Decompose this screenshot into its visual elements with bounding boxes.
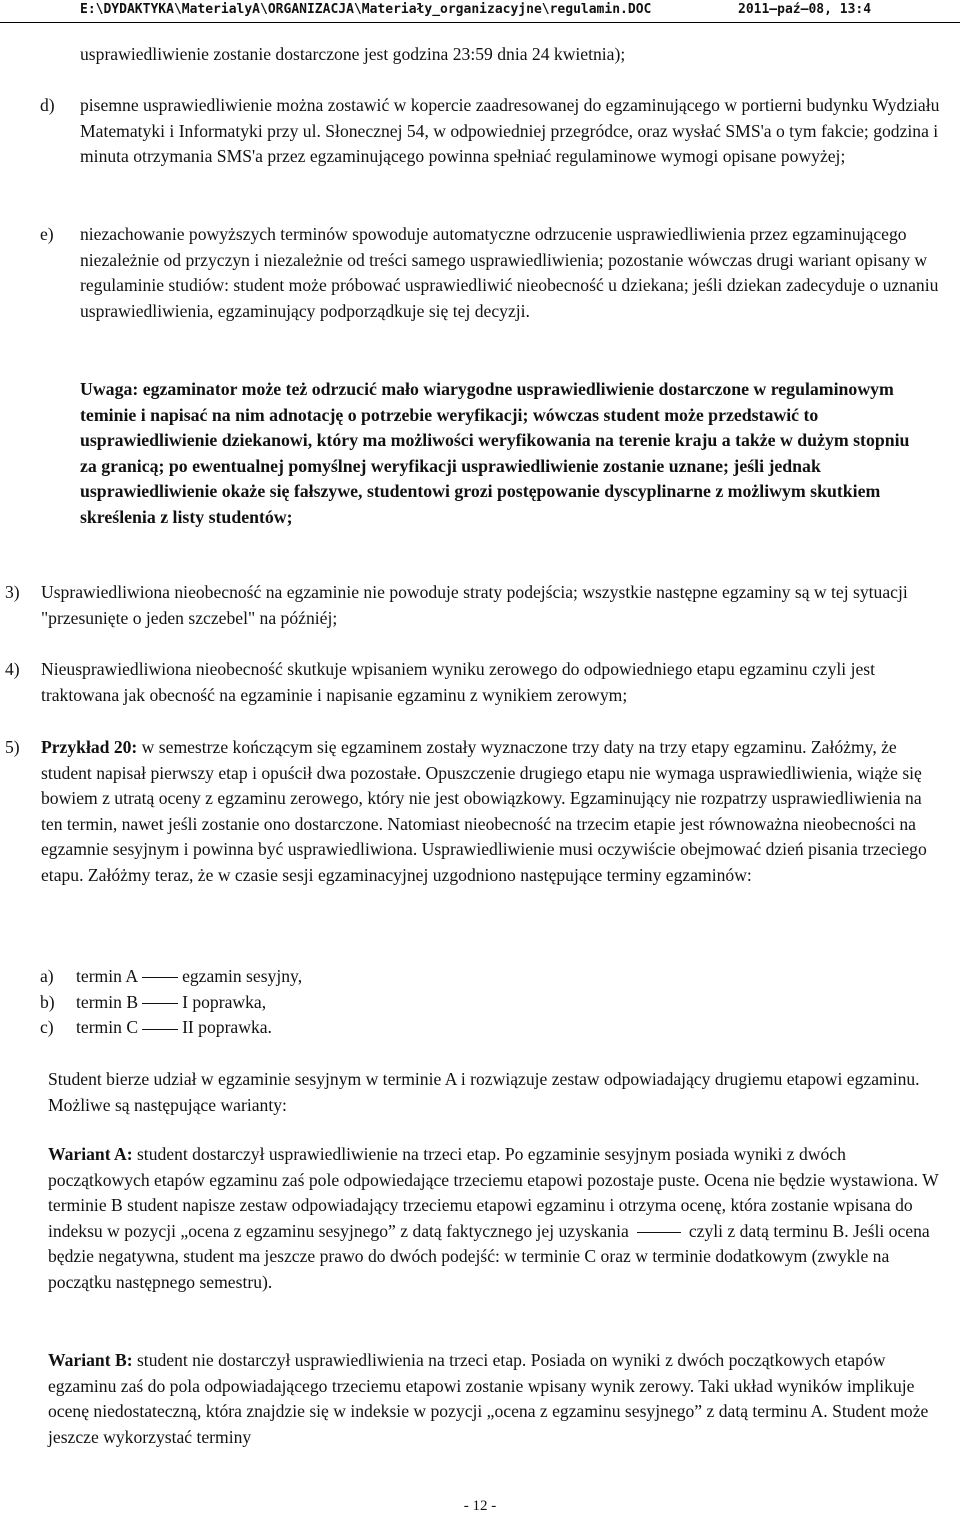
variant-b-heading: Wariant B:: [48, 1350, 133, 1370]
list-label: e): [40, 224, 54, 244]
print-date: 2011–paź–08, 13:4: [738, 2, 872, 17]
note-paragraph: Uwaga: egzaminator może też odrzucić mało wiarygodne usprawiedliwienie dostarczone w regulaminowym teminie i napisać na nim adnotację o potrzebie weryfikacji; wówczas student może przedstawić to usprawiedliwienie dziekanowi, który ma możliwości weryfikowania na terenie kraju a także w dużym stopniu za granicą; po ewentualnej pomyślnej weryfikacji usprawiedliwienie zostanie uznane; jeśli jednak usprawiedliwienie okaże się fałszywe, studentowi grozi postępowanie dyscyplinarne z możliwym skutkiem skreślenia z listy studentów;: [80, 379, 910, 527]
list-item-text: niezachowanie powyższych terminów spowoduje automatyczne odrzucenie usprawiedliwienia przez egzaminującego niezależnie od przyczyn i niezależnie od treści samego usprawiedliwienia; pozostanie wówczas drugi wariant opisany w regulaminie studiów: student może próbować usprawiedliwić nieobecność u dziekana; jeśli dziekan zadecyduje o uznaniu usprawiedliwienia, egzaminujący podporządkuje się tej decyzji.: [80, 224, 939, 321]
variant-a-paragraph: Wariant A: student dostarczył usprawiedliwienie na trzeci etap. Po egzaminie sesyjnym posiada wyniki z dwóch początkowych etapów egzaminu zaś pole odpowiedające trzeciemu etapowi pozostaje puste. Ocena nie będzie wystawiona. W terminie B student napisze zestaw odpowiadający trzeciemu etapowi egzaminu i otrzyma ocenę, która zostanie wpisana do indeksu w pozycji „ocena z egzaminu sesyjnego” z datą faktycznego jej uzyskania czyli z datą terminu B. Jeśli ocena będzie negatywna, student ma jeszcze prawo do dwóch podejść: w terminie C oraz w terminie dodatkowym (zwykle na początku następnego semestru).: [48, 1144, 939, 1292]
em-dash: [142, 977, 178, 978]
em-dash: [142, 1003, 178, 1004]
document-header: [0, 0, 960, 23]
list-item-text: Nieusprawiedliwiona nieobecność skutkuje wpisaniem wyniku zerowego do odpowiedniego etapu egzaminu czyli jest traktowana jak obecność na egzaminie i napisanie egzaminu z wynikiem zerowym;: [41, 659, 876, 705]
terms-list: [40, 964, 440, 1041]
example-heading: Przykład 20:: [41, 737, 138, 757]
variant-b-paragraph: Wariant B: student nie dostarczył usprawiedliwienia na trzeci etap. Posiada on wyniki z dwóch początkowych etapów egzaminu zaś do pola odpowiadającego trzeciemu etapowi zostanie wpisany wynik zerowy. Taki układ wyników implikuje ocenę niedostateczną, która znajdzie się w indeksie w pozycji „ocena z egzaminu sesyjnego” z datą terminu A. Student może jeszcze wykorzystać terminy: [48, 1350, 929, 1447]
em-dash: [637, 1232, 681, 1233]
list-item-5: [5, 735, 945, 889]
student-paragraph: Student bierze udział w egzaminie sesyjnym w terminie A i rozwiązuje zestaw odpowiadający drugiemu etapowi egzaminu. Możliwe są następujące warianty:: [48, 1069, 920, 1115]
list-item-text: Przykład 20: w semestrze kończącym się egzaminem zostały wyznaczone trzy daty na trzy etapy egzaminu. Załóżmy, że student napisał pierwszy etap i opuścił dwa pozostałe. Opuszczenie drugiego etapu nie wymaga usprawiedliwienia, wiąże się bowiem z utratą oceny z egzaminu zerowego, który nie jest obowiązkowy. Egzaminujący nie rozpatrzy usprawiedliwienia na ten termin, nawet jeśli zostanie ono dostarczone. Natomiast nieobecność na trzecim etapie jest równoważna nieobecności na egzamnie sesyjnym i powinna być usprawiedliwiona. Usprawiedliwienie musi oczywiście obejmować dzień pisania trzeciego etapu. Załóżmy teraz, że w czasie sesji egzaminacyjnej uzgodniono następujące terminy egzaminów:: [41, 737, 927, 885]
page-number: - 12 -: [463, 1498, 497, 1514]
list-item-e: [40, 222, 950, 324]
term-item: b) termin B I poprawka,: [40, 991, 267, 1012]
file-path: E:\DYDAKTYKA\MaterialyA\ORGANIZACJA\Materiały_organizacyjne\regulamin.DOC: [80, 2, 652, 17]
list-item-4: [5, 657, 950, 708]
list-label: d): [40, 95, 55, 115]
term-item: c) termin C II poprawka.: [40, 1017, 272, 1038]
list-label: 3): [5, 582, 20, 602]
list-label: 5): [5, 737, 20, 757]
list-item-d: [40, 93, 950, 170]
list-item-text: pisemne usprawiedliwienie można zostawić w kopercie zaadresowanej do egzaminującego w portierni budynku Wydziału Matematyki i Informatyki przy ul. Słonecznej 54, w odpowiedniej przegródce, oraz wysłać SMS'a o tym fakcie; godzina i minuta otrzymania SMS'a przez egzaminującego powinna spełniać regulaminowe wymogi opisane powyżej;: [80, 95, 940, 167]
list-item-text: Usprawiedliwiona nieobecność na egzaminie nie powoduje straty podejścia; wszystkie następne egzaminy są w tej sytuacji "przesunięte o jeden szczebel" na późniéj;: [41, 582, 908, 628]
list-item-3: [5, 580, 945, 631]
list-label: 4): [5, 659, 20, 679]
em-dash: [142, 1029, 178, 1030]
continuation-line: usprawiedliwienie zostanie dostarczone jest godzina 23:59 dnia 24 kwietnia);: [80, 44, 626, 64]
variant-a-heading: Wariant A:: [48, 1144, 133, 1164]
term-item: a) termin A egzamin sesyjny,: [40, 966, 303, 986]
